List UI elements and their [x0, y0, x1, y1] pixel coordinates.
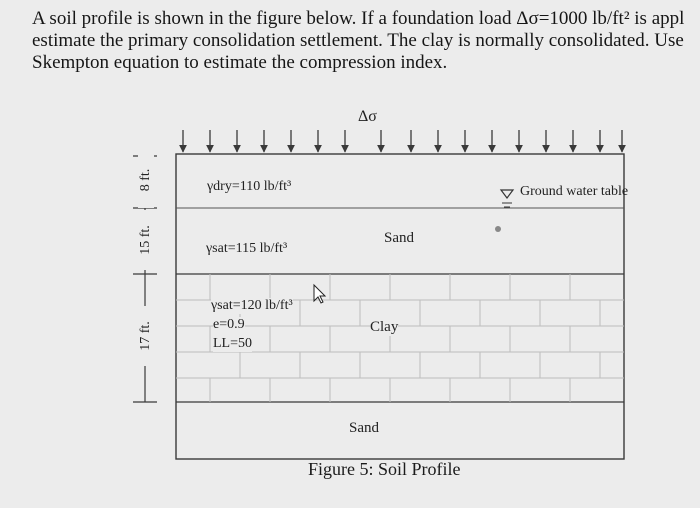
dry-sand-unit-weight: γdry=110 lb/ft³ [207, 179, 292, 194]
dim-label-middle: 15 ft. [138, 210, 154, 270]
clay-label: Clay [370, 319, 399, 335]
bottom-sand-label: Sand [349, 420, 379, 436]
clay-void-ratio: e=0.9 [213, 317, 245, 332]
clay-liquid-limit: LL=50 [213, 336, 252, 351]
clay-unit-weight: γsat=120 lb/ft³ [211, 298, 293, 313]
wet-sand-label: Sand [384, 230, 414, 246]
wet-sand-unit-weight: γsat=115 lb/ft³ [206, 241, 288, 256]
problem-line-3: Skempton equation to estimate the compression index. [32, 52, 448, 73]
problem-line-1: A soil profile is shown in the figure below. If a foundation load Δσ=1000 lb/ft² is appl [32, 8, 685, 29]
dim-label-top: 8 ft. [138, 152, 154, 208]
load-label: Δσ [358, 108, 377, 125]
water-table-label: Ground water table [520, 184, 629, 199]
figure-caption: Figure 5: Soil Profile [308, 459, 461, 479]
problem-line-2: estimate the primary consolidation settlement. The clay is normally consolidated. Use [32, 30, 684, 51]
load-arrows [183, 130, 622, 152]
dim-label-bottom: 17 ft. [138, 306, 154, 366]
water-table-marker [495, 190, 513, 232]
